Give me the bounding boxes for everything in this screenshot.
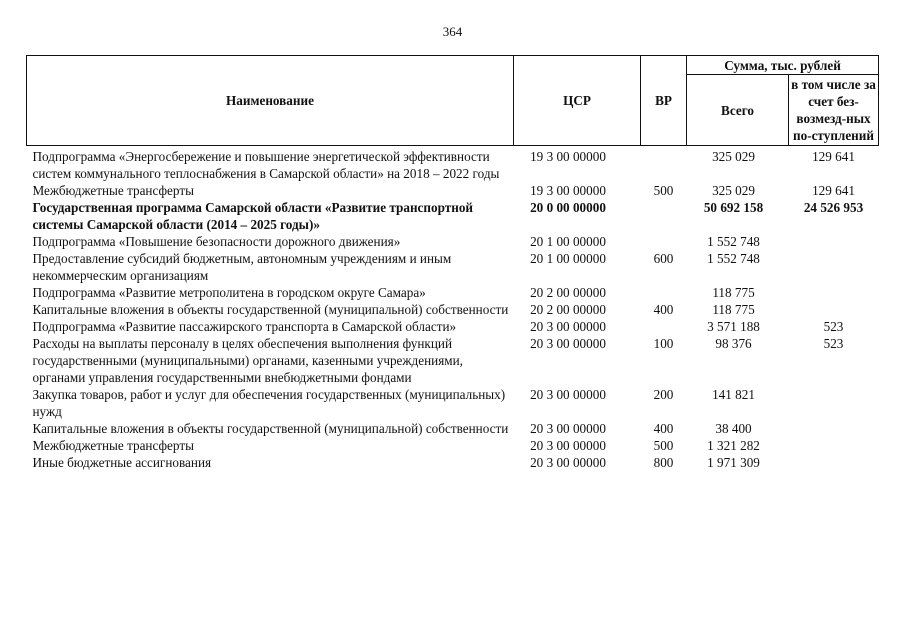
row-vr: 600: [653, 251, 674, 266]
row-free: [789, 301, 879, 318]
row-free: 129 641: [812, 149, 855, 164]
row-csr: 20 0 00 00000: [530, 200, 606, 215]
row-free: [789, 454, 879, 471]
row-free: [789, 233, 879, 250]
row-csr: 20 3 00 00000: [530, 336, 606, 351]
row-name: Подпрограмма «Энергосбережение и повышение энергетической эффективности систем коммунального теплоснабжения в Самарской области» на 2018 – 2022 годы: [32, 149, 500, 181]
table-row: [27, 284, 879, 301]
row-name: Подпрограмма «Развитие метрополитена в городском округе Самара»: [32, 285, 426, 300]
row-total: 1 321 282: [707, 438, 760, 453]
row-free: [789, 250, 879, 284]
row-vr: [641, 146, 687, 183]
table-row: [27, 182, 879, 199]
row-vr: 800: [653, 455, 674, 470]
header-sum: Сумма, тыс. рублей: [687, 56, 879, 75]
row-csr: 20 3 00 00000: [530, 455, 606, 470]
row-vr: 400: [653, 421, 674, 436]
table-header: [27, 56, 879, 146]
row-total: 118 775: [712, 285, 755, 300]
row-vr: [641, 318, 687, 335]
row-name: Межбюджетные трансферты: [32, 183, 194, 198]
row-name: Закупка товаров, работ и услуг для обеспечения государственных (муниципальных) нужд: [32, 387, 506, 419]
row-csr: 20 1 00 00000: [530, 251, 606, 266]
row-vr: [641, 284, 687, 301]
row-total: 1 552 748: [707, 234, 760, 249]
row-total: 3 571 188: [707, 319, 760, 334]
row-name: Подпрограмма «Повышение безопасности дорожного движения»: [32, 234, 401, 249]
row-csr: 19 3 00 00000: [530, 149, 606, 164]
row-csr: 20 3 00 00000: [530, 421, 606, 436]
row-name: Предоставление субсидий бюджетным, автономным учреждениям и иным некоммерческим организациям: [32, 251, 452, 283]
row-vr: 400: [653, 302, 674, 317]
row-total: 118 775: [712, 302, 755, 317]
row-total: 38 400: [715, 421, 752, 436]
header-free: в том числе за счет без-возмезд-ных по-ступлений: [789, 75, 879, 146]
table-row: [27, 146, 879, 183]
row-csr: 20 3 00 00000: [530, 319, 606, 334]
row-csr: 20 2 00 00000: [530, 302, 606, 317]
row-vr: [641, 199, 687, 233]
row-free: 24 526 953: [803, 200, 864, 215]
row-free: [789, 284, 879, 301]
row-total: 98 376: [715, 336, 752, 351]
row-total: 141 821: [712, 387, 755, 402]
row-free: [789, 420, 879, 437]
row-name: Капитальные вложения в объекты государственной (муниципальной) собственности: [32, 302, 509, 317]
row-vr: 100: [653, 336, 674, 351]
budget-table: [26, 55, 879, 471]
row-free: 129 641: [812, 183, 855, 198]
table-row: [27, 301, 879, 318]
table-row: [27, 437, 879, 454]
row-total: 1 552 748: [707, 251, 760, 266]
row-free: [789, 437, 879, 454]
table-row: [27, 250, 879, 284]
table-row: [27, 454, 879, 471]
row-csr: 20 3 00 00000: [530, 387, 606, 402]
row-csr: 20 3 00 00000: [530, 438, 606, 453]
row-free: [789, 386, 879, 420]
header-total: Всего: [687, 75, 789, 146]
row-vr: 200: [653, 387, 674, 402]
row-total: 325 029: [712, 149, 755, 164]
row-vr: 500: [653, 438, 674, 453]
row-name: Капитальные вложения в объекты государственной (муниципальной) собственности: [32, 421, 509, 436]
row-csr: 19 3 00 00000: [530, 183, 606, 198]
header-name: Наименование: [27, 56, 514, 146]
row-total: 325 029: [712, 183, 755, 198]
row-total: 1 971 309: [707, 455, 760, 470]
row-name: Государственная программа Самарской области «Развитие транспортной системы Самарской области (2014 – 2025 годы)»: [32, 200, 474, 232]
row-name: Межбюджетные трансферты: [32, 438, 194, 453]
row-name: Подпрограмма «Развитие пассажирского транспорта в Самарской области»: [32, 319, 457, 334]
table-row: [27, 335, 879, 386]
table-row: [27, 199, 879, 233]
row-vr: 500: [653, 183, 674, 198]
row-name: Расходы на выплаты персоналу в целях обеспечения выполнения функций государственными (муниципальными) органами, казенными учреждениями, органами управления государственными внебюджетными фондами: [32, 336, 463, 385]
header-vr: ВР: [641, 56, 687, 146]
row-csr: 20 1 00 00000: [530, 234, 606, 249]
row-vr: [641, 233, 687, 250]
row-total: 50 692 158: [703, 200, 764, 215]
table-body: [27, 146, 879, 472]
row-name: Иные бюджетные ассигнования: [32, 455, 212, 470]
row-free: 523: [823, 336, 844, 351]
table-row: [27, 318, 879, 335]
header-csr: ЦСР: [514, 56, 641, 146]
row-csr: 20 2 00 00000: [530, 285, 606, 300]
table-row: [27, 386, 879, 420]
row-free: 523: [823, 319, 844, 334]
table-row: [27, 233, 879, 250]
page-number: 364: [442, 24, 463, 39]
table-row: [27, 420, 879, 437]
